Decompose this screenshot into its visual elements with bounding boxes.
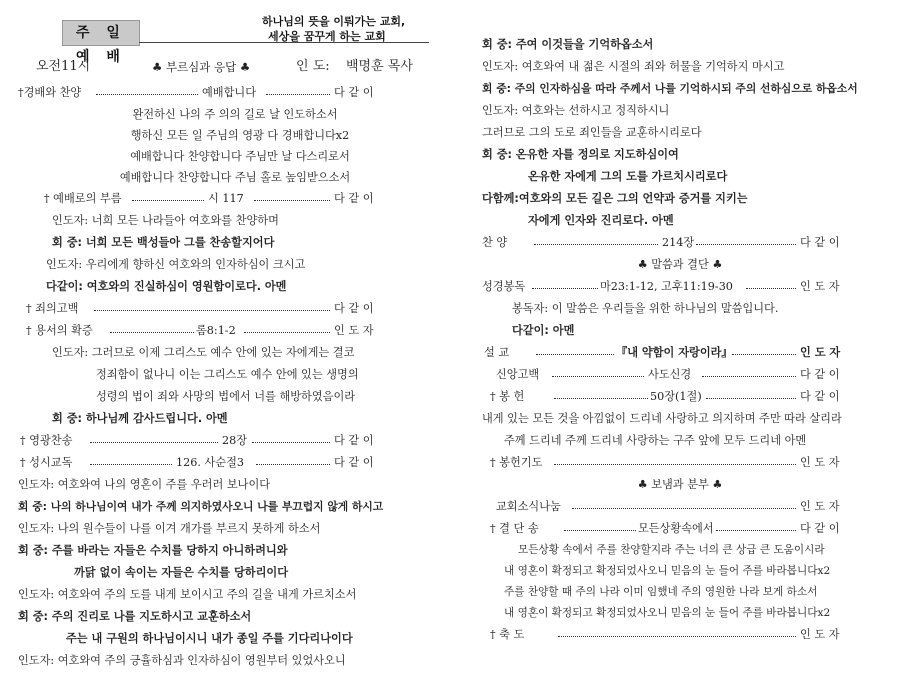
song-line: 예배합니다 찬양합니다 주님만 날 다스리로서	[130, 150, 350, 163]
pardon-row	[0, 320, 450, 342]
closing-line: 내 영혼이 확정되고 확정되었사오니 믿음의 눈 들어 주를 바라봅니다x2	[504, 565, 831, 577]
call-who: 다 같 이	[334, 192, 374, 205]
closing-line: 내 영혼이 확정되고 확정되었사오니 믿음의 눈 들어 주를 바라봅니다x2	[504, 607, 831, 619]
creed-row	[0, 452, 450, 474]
pardon-line: 성령의 법이 죄와 사망의 법에서 너를 해방하였음이라	[96, 390, 356, 403]
section-word-and-decision: ♣ 말씀과 결단 ♣	[637, 258, 723, 271]
reading-line: 그러므로 그의 도로 죄인들을 교훈하시리로다	[482, 126, 702, 139]
closing-song-row	[462, 518, 898, 540]
worship-label: †경배와 찬양	[18, 86, 82, 99]
scripture-line: 봉독자: 이 말씀은 우리들을 위한 하나님의 말씀입니다.	[512, 302, 779, 315]
faith-row	[462, 364, 898, 386]
reading-line: 회 중: 주를 바라는 자들은 수치를 당하지 아니하려니와	[18, 544, 288, 557]
call-line: 인도자: 너희 모든 나라들아 여호와를 찬양하며	[52, 214, 279, 227]
creed-text: 126. 사순절3	[176, 456, 245, 469]
glory-row	[0, 430, 450, 452]
news-who: 인 도 자	[800, 500, 840, 513]
faith-text: 사도신경	[648, 368, 692, 381]
glory-text: 28장	[222, 434, 248, 447]
call-line: 인도자: 우리에게 향하신 여호와의 인자하심이 크시고	[46, 258, 306, 271]
pardon-line: 정죄함이 없나니 이는 그리스도 예수 안에 있는 생명의	[96, 368, 359, 381]
reading-line: 까닭 없이 속이는 자들은 수치를 당하리이다	[74, 566, 289, 579]
pardon-text: 롬8:1-2	[196, 324, 236, 337]
reading-line: 회 중: 주여 이것들을 기억하옵소서	[482, 38, 654, 51]
reading-line: 인도자: 여호와는 선하시고 정직하시니	[482, 104, 670, 117]
closing-song-label: † 결 단 송	[490, 522, 539, 535]
motto-line-1: 하나님의 뜻을 이뤄가는 교회,	[262, 15, 406, 28]
reading-line: 주는 내 구원의 하나님이시니 내가 종일 주를 기다리나이다	[66, 632, 353, 645]
confession-row	[0, 298, 450, 320]
sermon-title: 『내 약함이 자랑이라』	[616, 346, 733, 359]
worship-row	[0, 82, 450, 104]
glory-label: † 영광찬송	[20, 434, 73, 447]
reading-line: 온유한 자에게 그의 도를 가르치시리로다	[528, 170, 728, 183]
pardon-line: 회 중: 하나님께 감사드립니다. 아멘	[52, 412, 228, 425]
leader-label: 인 도:	[296, 59, 330, 74]
creed-who: 다 같 이	[334, 456, 374, 469]
sermon-label: 설 교	[484, 346, 510, 359]
sermon-row	[462, 342, 898, 364]
closing-song-text: 모든상황속에서	[638, 522, 714, 535]
offering-line: 주께 드리네 주께 드리네 사랑하는 구주 앞에 모두 드리네 아멘	[504, 434, 807, 447]
offering-prayer-label: † 봉헌기도	[490, 456, 543, 469]
service-time: 오전11시	[36, 59, 91, 74]
blessing-label: † 축 도	[490, 628, 525, 641]
glory-who: 다 같 이	[334, 434, 374, 447]
pardon-who: 인 도 자	[334, 324, 374, 337]
reading-line: 회 중: 나의 하나님이여 내가 주께 의지하였사오니 나를 부끄럽지 않게 하시고	[18, 500, 384, 513]
header	[0, 0, 450, 65]
church-motto	[262, 14, 442, 44]
offering-text: 50장(1절)	[650, 390, 702, 403]
sermon-who: 인 도 자	[800, 346, 841, 359]
hymn-label: 찬 양	[482, 236, 508, 249]
faith-who: 다 같 이	[800, 368, 840, 381]
confession-label: † 죄의고백	[26, 302, 79, 315]
offering-prayer-who: 인 도 자	[800, 456, 840, 469]
page-title: 주 일 예 배	[62, 20, 140, 46]
offering-line: 내게 있는 모든 것을 아낌없이 드리네 사랑하고 의지하며 주만 따라 살리라	[482, 412, 842, 425]
offering-row	[462, 386, 898, 408]
blessing-who: 인 도 자	[800, 628, 840, 641]
blessing-row	[462, 624, 898, 646]
scripture-line: 다같이: 아멘	[512, 324, 575, 337]
creed-label: † 성시교독	[20, 456, 73, 469]
reading-line: 인도자: 여호와여 나의 영혼이 주를 우러러 보나이다	[18, 478, 271, 491]
confession-who: 다 같 이	[334, 302, 374, 315]
news-row	[462, 496, 898, 518]
reading-line: 자에게 인자와 진리로다. 아멘	[528, 214, 674, 227]
section-sending: ♣ 보냄과 분부 ♣	[637, 478, 723, 491]
song-line: 예배합니다 찬양합니다 주님 홀로 높임받으소서	[119, 171, 351, 184]
reading-line: 인도자: 여호와여 주의 긍휼하심과 인자하심이 영원부터 있었사오니	[18, 654, 346, 667]
right-column	[462, 0, 898, 646]
hymn-text: 214장	[662, 236, 695, 249]
pardon-line: 인도자: 그러므로 이제 그리스도 예수 안에 있는 자에게는 결코	[52, 346, 355, 359]
section-call-and-response: ♣ 부르심과 응답 ♣	[152, 60, 251, 74]
pardon-label: † 용서의 확증	[26, 324, 93, 337]
reading-line: 회 중: 온유한 자를 정의로 지도하심이여	[482, 148, 679, 161]
leader-name: 백명훈 목사	[346, 59, 413, 74]
closing-line: 모든상황 속에서 주를 찬양할지라 주는 너의 큰 상급 큰 도움이시라	[518, 544, 825, 556]
reading-line: 인도자: 나의 원수들이 나를 이겨 개가를 부르지 못하게 하소서	[18, 522, 321, 535]
call-line: 다같이: 여호와의 진실하심이 영원함이로다. 아멘	[46, 280, 287, 293]
time-row	[0, 52, 450, 82]
closing-song-who: 다 같 이	[800, 522, 840, 535]
offering-who: 다 같 이	[800, 390, 840, 403]
reading-line: 다함께:여호와의 모든 길은 그의 언약과 증거를 지키는	[482, 192, 748, 205]
left-column	[0, 0, 450, 672]
reading-line: 회 중: 주의 진리로 나를 지도하시고 교훈하소서	[18, 610, 252, 623]
reading-line: 회 중: 주의 인자하심을 따라 주께서 나를 기억하시되 주의 선하심으로 하옵소서	[482, 82, 858, 95]
hymn-row	[462, 232, 898, 254]
scripture-text: 마23:1-12, 고후11:19-30	[600, 280, 733, 293]
worship-text: 예배합니다	[202, 86, 257, 99]
reading-line: 인도자: 여호와여 주의 도를 내게 보이시고 주의 길을 내게 가르치소서	[18, 588, 357, 601]
worship-who: 다 같 이	[334, 86, 374, 99]
offering-label: † 봉 헌	[490, 390, 525, 403]
call-label: † 예배로의 부름	[44, 192, 122, 205]
call-text: 시 117	[208, 192, 244, 205]
scripture-row	[462, 276, 898, 298]
song-line: 행하신 모든 일 주님의 영광 다 경배합니다x2	[130, 129, 350, 142]
scripture-who: 인 도 자	[800, 280, 840, 293]
closing-line: 주를 찬양할 때 주의 나라 이미 임했네 주의 영원한 나라 보게 하소서	[504, 586, 818, 598]
reading-line: 인도자: 여호와여 내 젊은 시절의 죄와 허물을 기억하지 마시고	[482, 60, 785, 73]
motto-line-2: 세상을 꿈꾸게 하는 교회	[268, 30, 386, 43]
news-label: 교회소식나눔	[496, 500, 561, 513]
hymn-who: 다 같 이	[800, 236, 840, 249]
song-line: 완전하신 나의 주 의의 길로 날 인도하소서	[132, 108, 338, 121]
call-to-worship-row	[0, 188, 450, 210]
offering-prayer-row	[462, 452, 898, 474]
faith-label: 신앙고백	[496, 368, 540, 381]
call-line: 회 중: 너희 모든 백성들아 그를 찬송할지어다	[52, 236, 275, 249]
scripture-label: 성경봉독	[482, 280, 526, 293]
